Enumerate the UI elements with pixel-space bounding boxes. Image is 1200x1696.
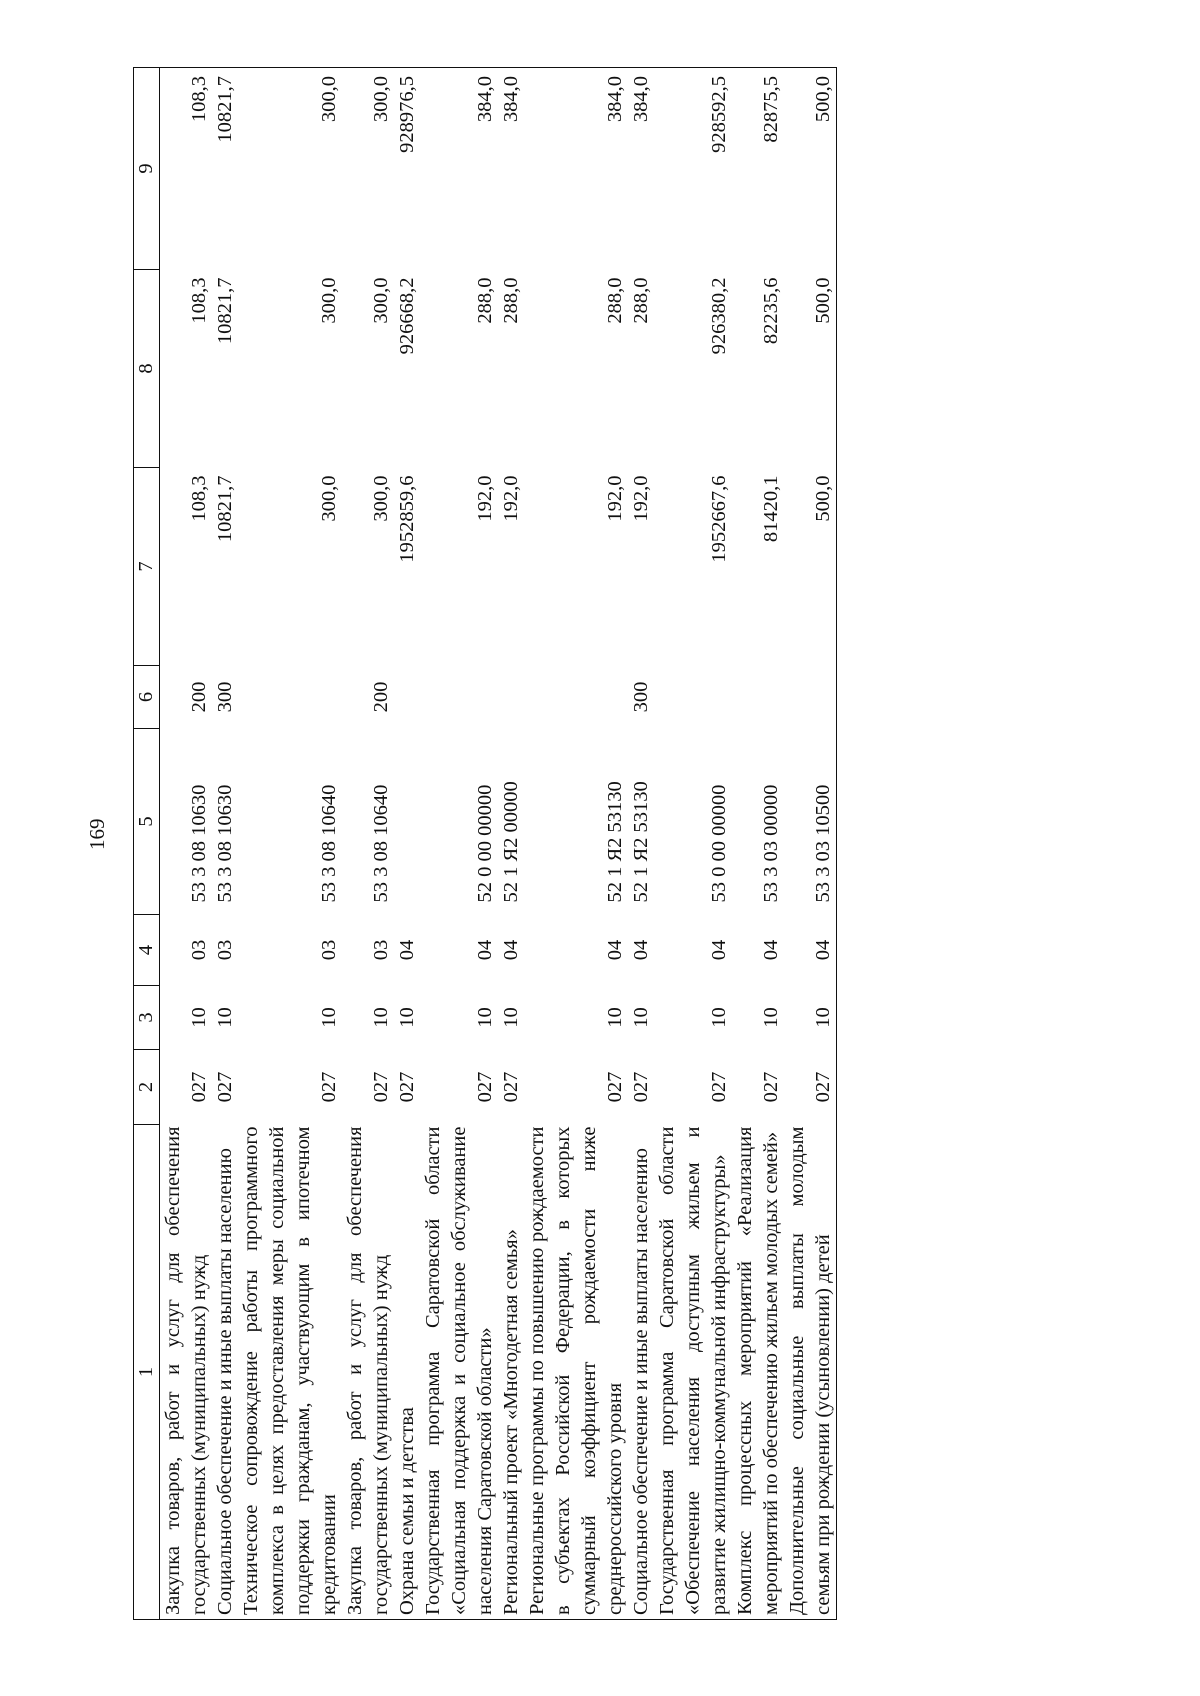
table-row (420, 68, 498, 1620)
table-row (732, 68, 784, 1620)
expense-type-cell (732, 666, 784, 729)
subsection-code-cell: 03 (214, 939, 236, 961)
section-code-cell: 10 (370, 1007, 392, 1028)
ministry-code-cell: 027 (318, 1071, 340, 1103)
subsection-code-cell: 03 (370, 939, 392, 961)
description-cell: Дополнительные социальные выплаты молодым семьям при рождении (усыновлении) детей (784, 1125, 837, 1620)
subsection-code-cell: 03 (318, 939, 340, 961)
amount-cell: 1952859,6 (396, 475, 418, 563)
table-row (394, 68, 420, 1620)
amount-cell: 500,0 (784, 270, 837, 468)
amount-cell: 288,0 (604, 277, 626, 324)
table-row (342, 68, 394, 1620)
ministry-code-cell: 027 (604, 1071, 626, 1103)
amount-cell: 108,3 (188, 475, 210, 522)
amount-cell: 500,0 (784, 468, 837, 666)
target-article-cell: 53 3 08 10640 (370, 784, 392, 903)
budget-table (133, 67, 837, 1620)
column-header: 4 (134, 915, 160, 986)
amount-cell: 384,0 (524, 68, 628, 270)
target-article-cell (394, 729, 420, 915)
expense-type-cell: 200 (188, 681, 210, 713)
target-article-cell: 52 1 Я2 53130 (604, 781, 626, 903)
description-cell: Социальное обеспечение и иные выплаты населению (628, 1125, 654, 1620)
amount-cell: 300,0 (238, 68, 342, 270)
amount-cell: 384,0 (498, 68, 524, 270)
section-code-cell: 10 (630, 1007, 652, 1028)
amount-cell: 300,0 (342, 68, 394, 270)
subsection-code-cell: 04 (474, 939, 496, 961)
description-cell: Государственная программа Саратовской области «Социальная поддержка и социальное обслуживание населения Саратовской области» (420, 1125, 498, 1620)
ministry-code-cell: 027 (370, 1071, 392, 1103)
target-article-cell: 53 0 00 00000 (708, 784, 730, 903)
expense-type-cell (524, 666, 628, 729)
target-article-cell: 53 3 08 10640 (318, 784, 340, 903)
target-article-cell: 53 3 03 10500 (784, 729, 837, 915)
subsection-code-cell: 04 (708, 939, 730, 961)
table-row (212, 68, 238, 1620)
section-code-cell: 10 (708, 1007, 730, 1028)
expense-type-cell: 300 (214, 681, 236, 713)
section-code-cell: 10 (188, 1007, 210, 1028)
ministry-code-cell: 027 (630, 1071, 652, 1103)
amount-cell: 928976,5 (394, 68, 420, 270)
amount-cell: 81420,1 (760, 475, 782, 543)
description-cell: Комплекс процессных мероприятий «Реализация мероприятий по обеспечению жильем молодых семей» (732, 1125, 784, 1620)
subsection-code-cell: 03 (188, 939, 210, 961)
amount-cell: 384,0 (628, 68, 654, 270)
amount-cell: 10821,7 (212, 68, 238, 270)
amount-cell: 926380,2 (708, 277, 730, 355)
ministry-code-cell: 027 (474, 1071, 496, 1103)
description-cell: Социальное обеспечение и иные выплаты населению (212, 1125, 238, 1620)
description-cell: Техническое сопровождение работы программного комплекса в целях предоставления меры социальной поддержки гражданам, участвующим в ипотечном кредитовании (238, 1125, 342, 1620)
amount-cell: 288,0 (630, 277, 652, 324)
ministry-code-cell: 027 (396, 1071, 418, 1103)
subsection-code-cell: 04 (630, 939, 652, 961)
table-body (160, 68, 837, 1620)
amount-cell: 928592,5 (654, 68, 732, 270)
amount-cell: 108,3 (160, 68, 213, 270)
column-header: 9 (134, 68, 160, 270)
section-code-cell: 10 (318, 1007, 340, 1028)
section-code-cell: 10 (760, 1007, 782, 1028)
section-code-cell: 10 (500, 1007, 522, 1028)
section-code-cell: 10 (784, 986, 837, 1050)
column-header: 5 (134, 729, 160, 915)
subsection-code-cell: 04 (784, 915, 837, 986)
column-header: 8 (134, 270, 160, 468)
amount-cell: 82875,5 (732, 68, 784, 270)
expense-type-cell: 300 (630, 681, 652, 713)
target-article-cell: 53 3 08 10630 (188, 784, 210, 903)
amount-cell: 288,0 (474, 277, 496, 324)
subsection-code-cell: 04 (604, 939, 626, 961)
target-article-cell: 52 1 Я2 00000 (500, 781, 522, 903)
section-code-cell: 10 (214, 1007, 236, 1028)
expense-type-cell (238, 666, 342, 729)
amount-cell: 192,0 (630, 475, 652, 522)
table-row (628, 68, 654, 1620)
description-cell: Закупка товаров, работ и услуг для обеспечения государственных (муниципальных) нужд (160, 1125, 213, 1620)
table-row (524, 68, 628, 1620)
amount-cell: 192,0 (500, 475, 522, 522)
amount-cell: 300,0 (370, 475, 392, 522)
subsection-code-cell: 04 (500, 939, 522, 961)
amount-cell: 384,0 (420, 68, 498, 270)
target-article-cell: 53 3 08 10630 (214, 784, 236, 903)
target-article-cell: 53 3 03 00000 (760, 784, 782, 903)
ministry-code-cell: 027 (214, 1071, 236, 1103)
description-cell: Региональные программы по повышению рождаемости в субъектах Российской Федерации, в которых суммарный коэффициент рождаемости ниже среднероссийского уровня (524, 1125, 628, 1620)
amount-cell: 300,0 (318, 475, 340, 522)
table-row (784, 68, 837, 1620)
description-cell: Государственная программа Саратовской области «Обеспечение населения доступным жильем и развитие жилищно-коммунальной инфраструктуры» (654, 1125, 732, 1620)
amount-cell: 10821,7 (214, 277, 236, 345)
header-row (134, 68, 160, 1620)
table-row (160, 68, 213, 1620)
amount-cell: 10821,7 (214, 475, 236, 543)
table-row (238, 68, 342, 1620)
subsection-code-cell: 04 (760, 939, 782, 961)
target-article-cell: 52 0 00 00000 (474, 784, 496, 903)
amount-cell: 1952667,6 (708, 475, 730, 563)
expense-type-cell (498, 666, 524, 729)
section-code-cell: 10 (604, 1007, 626, 1028)
amount-cell: 82235,6 (760, 277, 782, 345)
ministry-code-cell: 027 (500, 1071, 522, 1103)
table-row (654, 68, 732, 1620)
amount-cell: 288,0 (500, 277, 522, 324)
description-cell: Закупка товаров, работ и услуг для обеспечения государственных (муниципальных) нужд (342, 1125, 394, 1620)
amount-cell: 192,0 (604, 475, 626, 522)
amount-cell: 300,0 (370, 277, 392, 324)
page-number: 169 (85, 818, 109, 850)
description-cell: Охрана семьи и детства (394, 1125, 420, 1620)
ministry-code-cell: 027 (188, 1071, 210, 1103)
table-row (498, 68, 524, 1620)
expense-type-cell (654, 666, 732, 729)
ministry-code-cell: 027 (784, 1050, 837, 1125)
ministry-code-cell: 027 (708, 1071, 730, 1103)
column-header: 3 (134, 986, 160, 1050)
section-code-cell: 10 (396, 1007, 418, 1028)
amount-cell: 300,0 (318, 277, 340, 324)
target-article-cell: 52 1 Я2 53130 (630, 781, 652, 903)
column-header: 1 (134, 1125, 160, 1620)
subsection-code-cell: 04 (396, 939, 418, 961)
column-header: 6 (134, 666, 160, 729)
expense-type-cell (420, 666, 498, 729)
amount-cell: 108,3 (188, 277, 210, 324)
expense-type-cell: 200 (370, 681, 392, 713)
column-header: 2 (134, 1050, 160, 1125)
column-header: 7 (134, 468, 160, 666)
ministry-code-cell: 027 (760, 1071, 782, 1103)
expense-type-cell (394, 666, 420, 729)
expense-type-cell (784, 666, 837, 729)
amount-cell: 500,0 (784, 68, 837, 270)
amount-cell: 926668,2 (396, 277, 418, 355)
section-code-cell: 10 (474, 1007, 496, 1028)
description-cell: Региональный проект «Многодетная семья» (498, 1125, 524, 1620)
amount-cell: 192,0 (474, 475, 496, 522)
